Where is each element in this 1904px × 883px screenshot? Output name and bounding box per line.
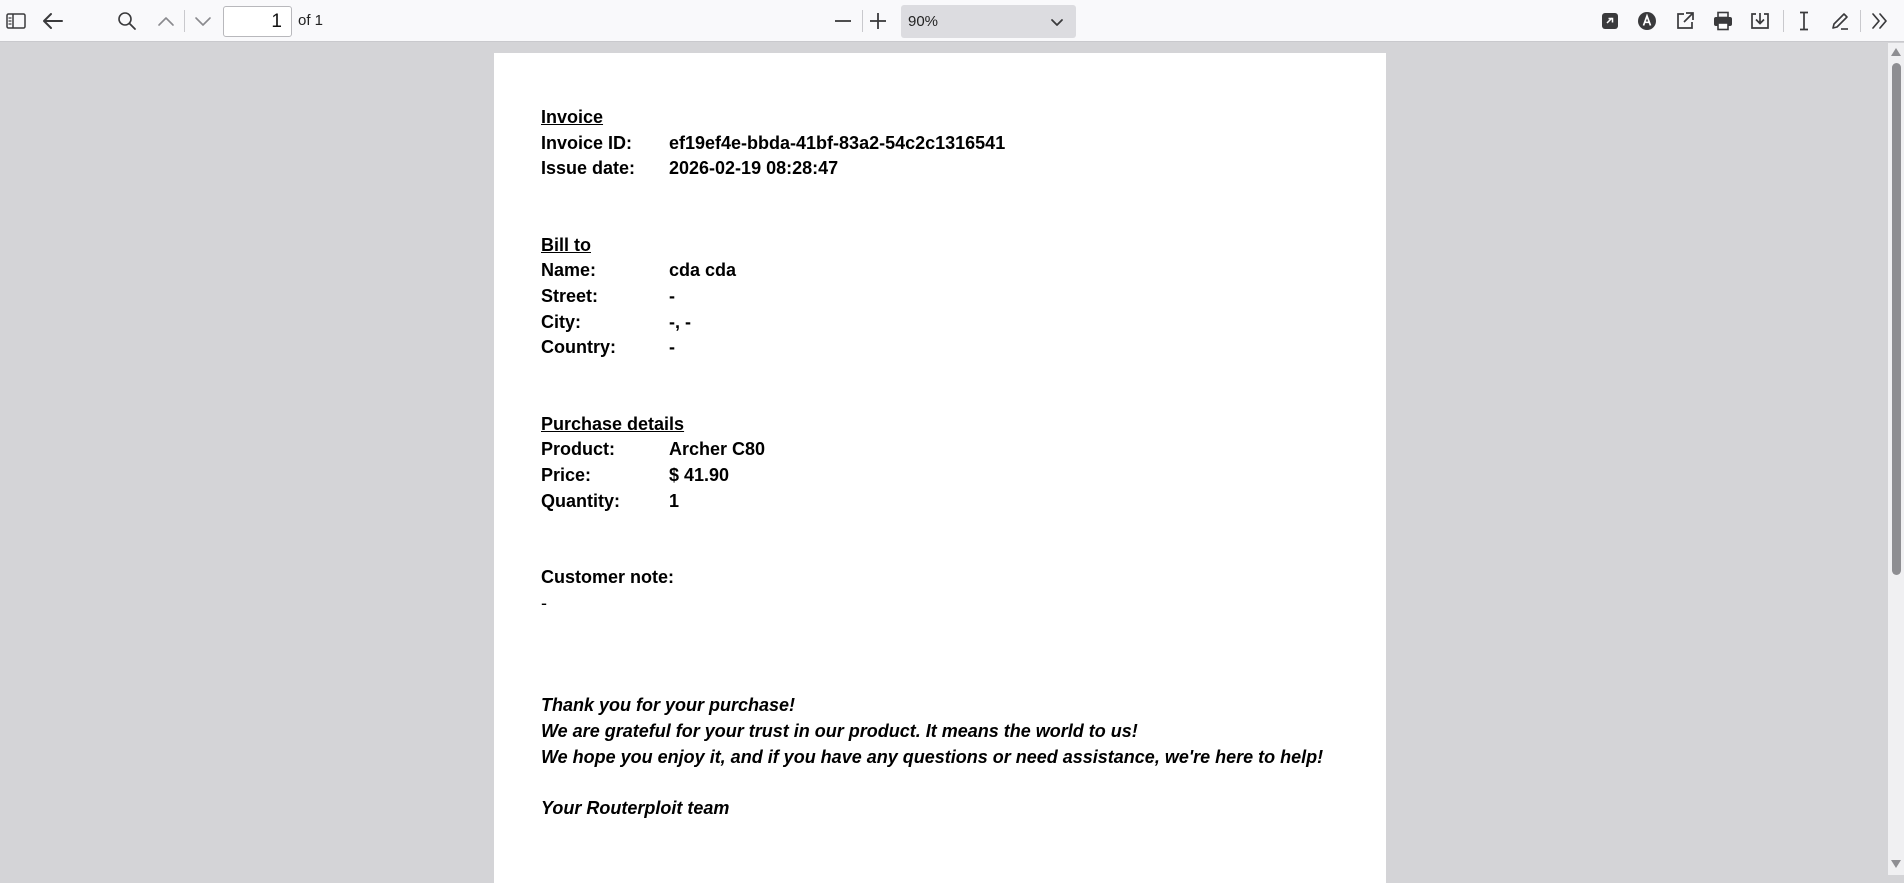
zoom-select[interactable] [901,5,1076,38]
invoice-id-value: ef19ef4e-bbda-41bf-83a2-54c2c1316541 [669,132,1006,153]
toolbar-divider [184,10,185,32]
zoom-out-icon[interactable] [832,11,854,31]
bill-street-row [541,284,1323,310]
signature: Your Routerploit team [541,797,730,818]
quantity-value: 1 [669,490,680,511]
chevron-up-icon[interactable] [155,11,177,31]
customer-note-heading: Customer note: [541,567,675,588]
download-icon[interactable] [1749,10,1771,32]
chevron-down-icon[interactable] [192,11,214,31]
chevron-down-icon [1050,15,1064,32]
bill-name-row [541,258,1323,284]
bill-country-row [541,335,1323,361]
pdf-toolbar [0,0,1904,42]
pdf-page [494,53,1386,883]
product-label: Product: [541,439,615,460]
street-value: - [669,285,675,306]
open-external-icon[interactable] [1674,10,1696,32]
country-label: Country: [541,337,616,358]
city-label: City: [541,311,581,332]
page-total-label: of 1 [298,12,324,29]
vertical-scrollbar[interactable] [1888,43,1904,875]
text-cursor-icon[interactable] [1794,10,1814,32]
country-value: - [669,337,675,358]
scroll-up-arrow-icon[interactable] [1891,48,1901,56]
back-arrow-icon[interactable] [40,9,66,33]
price-label: Price: [541,464,592,485]
toolbar-divider [862,10,863,32]
quantity-label: Quantity: [541,490,620,511]
name-label: Name: [541,260,597,281]
scroll-down-arrow-icon[interactable] [1891,860,1901,868]
more-chevrons-icon[interactable] [1869,10,1891,32]
text-a-icon[interactable] [1636,10,1658,32]
street-label: Street: [541,285,599,306]
page-number-input[interactable] [223,6,292,37]
quantity-row [541,489,1323,515]
issue-date-value: 2026-02-19 08:28:47 [669,158,839,179]
customer-note-value: - [541,592,547,613]
invoice-document [541,105,1323,821]
print-icon[interactable] [1712,10,1734,32]
pen-icon[interactable] [1829,10,1851,32]
toolbar-divider [1783,10,1784,32]
search-icon[interactable] [116,10,138,32]
product-row [541,437,1323,463]
name-value: cda cda [669,260,737,281]
scrollbar-thumb[interactable] [1892,63,1901,575]
issue-date-row [541,156,1323,182]
bill-to-heading: Bill to [541,234,591,255]
price-value: $ 41.90 [669,464,730,485]
link-icon[interactable] [1599,11,1621,31]
invoice-heading: Invoice [541,107,604,127]
zoom-in-icon[interactable] [867,11,889,31]
price-row [541,463,1323,489]
invoice-id-row [541,131,1323,157]
toolbar-divider [1860,10,1861,32]
bill-city-row [541,310,1323,336]
closing-line-1: Thank you for your purchase! [541,695,796,716]
sidebar-toggle-icon[interactable] [4,10,28,32]
product-value: Archer C80 [669,439,766,460]
issue-date-label: Issue date: [541,158,636,179]
purchase-details-heading: Purchase details [541,413,685,434]
zoom-value: 90% [908,13,939,30]
invoice-id-label: Invoice ID: [541,132,633,153]
closing-line-2: We are grateful for your trust in our product. It means the world to us! [541,720,1138,741]
closing-line-3: We hope you enjoy it, and if you have any questions or need assistance, we're here to help! [541,746,1324,767]
city-value: -, - [669,311,691,332]
